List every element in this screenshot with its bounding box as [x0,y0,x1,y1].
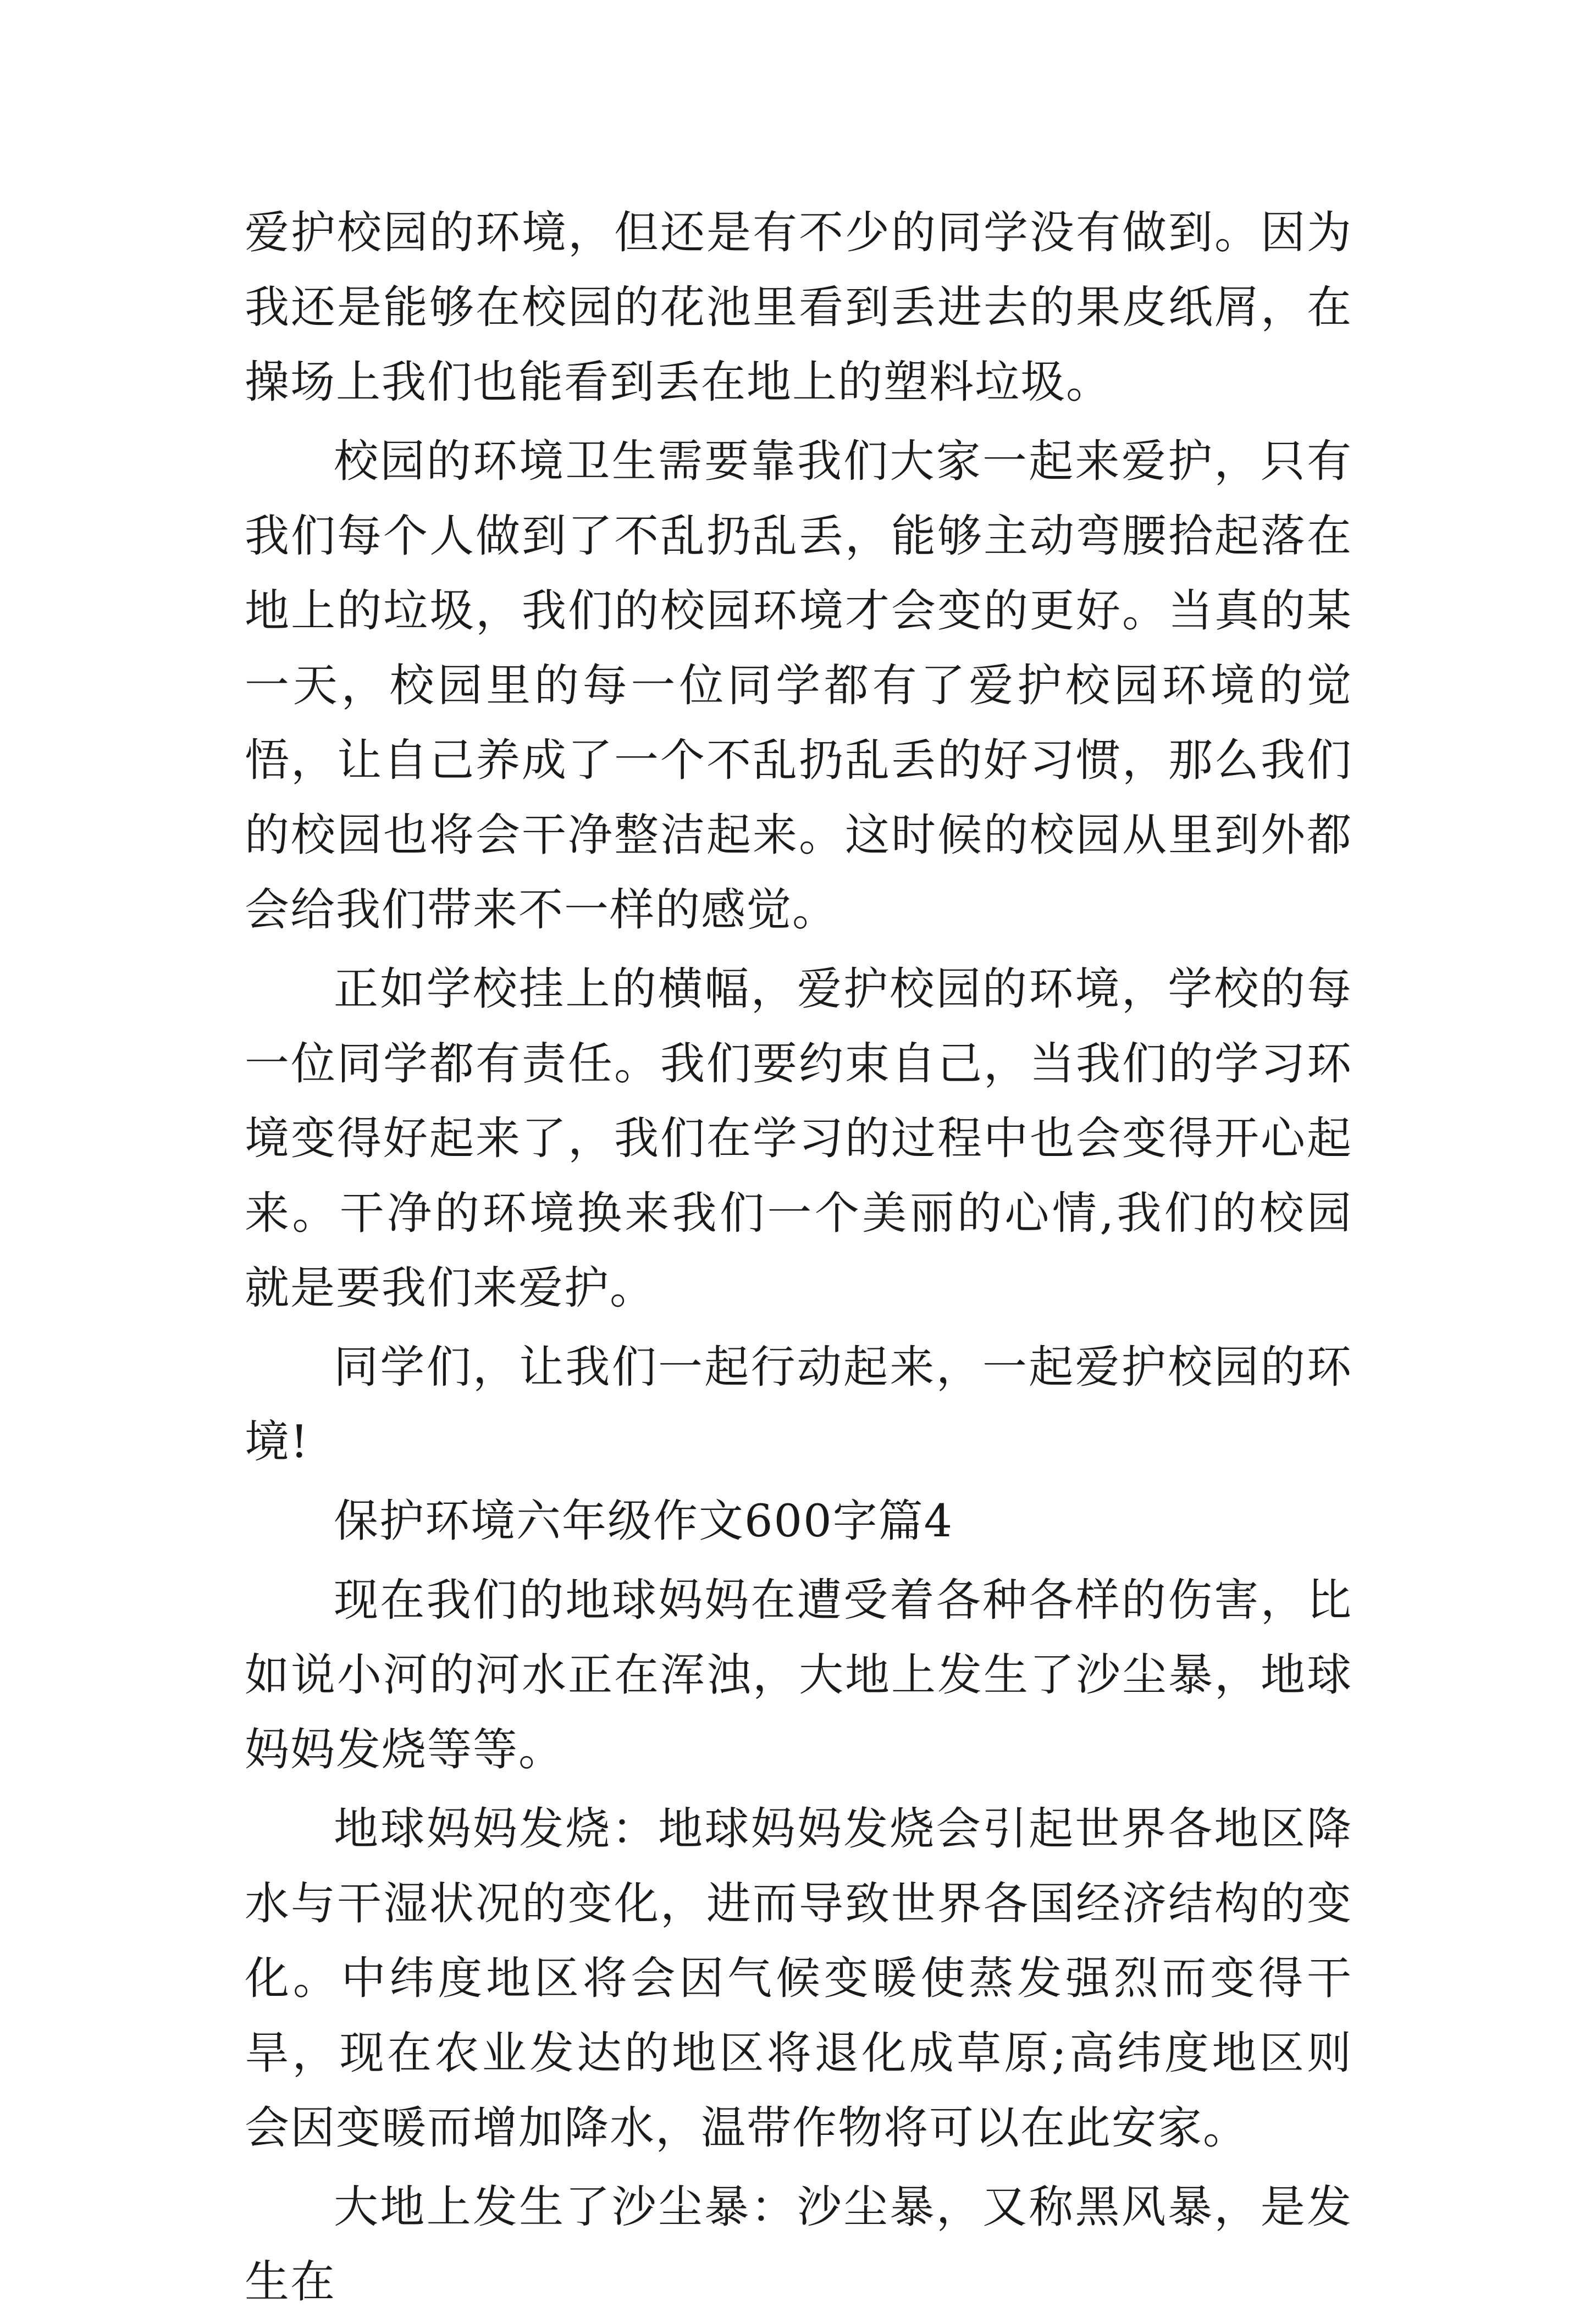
document-body [245,196,1352,2324]
paragraph-4: 同学们，让我们一起行动起来，一起爱护校园的环境! [245,1342,1352,1468]
paragraph-5: 现在我们的地球妈妈在遭受着各种各样的伤害，比如说小河的河水正在浑浊，大地上发生了沙尘暴，地球妈妈发烧等等。 [245,1575,1352,1776]
paragraph-1: 爱护校园的环境，但还是有不少的同学没有做到。因为我还是能够在校园的花池里看到丢进去的果皮纸屑，在操场上我们也能看到丢在地上的塑料垃圾。 [245,207,1352,408]
section-heading: 保护环境六年级作文600字篇4 [334,1496,954,1547]
paragraph-6: 地球妈妈发烧：地球妈妈发烧会引起世界各地区降水与干湿状况的变化，进而导致世界各国经济结构的变化。中纬度地区将会因气候变暖使蒸发强烈而变得干旱，现在农业发达的地区将退化成草原;高纬度地区则会因变暖而增加降水，温带作物将可以在此安家。 [245,1803,1352,2154]
paragraph-7: 大地上发生了沙尘暴：沙尘暴，又称黑风暴，是发生在 [245,2182,1352,2308]
paragraph-2: 校园的环境卫生需要靠我们大家一起来爱护，只有我们每个人做到了不乱扔乱丢，能够主动弯腰拾起落在地上的垃圾，我们的校园环境才会变的更好。当真的某一天，校园里的每一位同学都有了爱护校园环境的觉悟，让自己养成了一个不乱扔乱丢的好习惯，那么我们的校园也将会干净整洁起来。这时候的校园从里到外都会给我们带来不一样的感觉。 [245,436,1352,936]
paragraph-3: 正如学校挂上的横幅，爱护校园的环境，学校的每一位同学都有责任。我们要约束自己，当我们的学习环境变得好起来了，我们在学习的过程中也会变得开心起来。干净的环境换来我们一个美丽的心情,我们的校园就是要我们来爱护。 [245,964,1352,1314]
